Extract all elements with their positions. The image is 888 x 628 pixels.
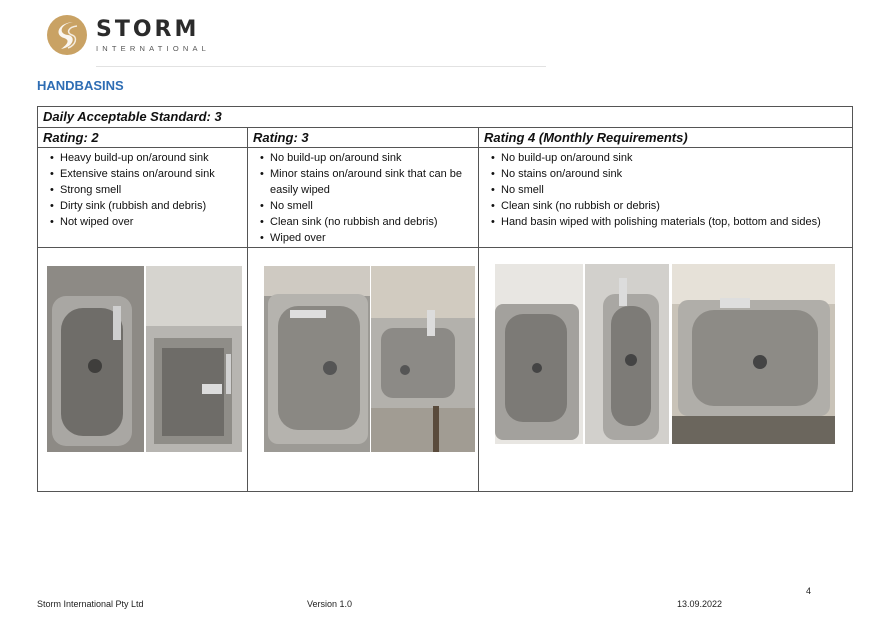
daily-standard-row [38,107,852,128]
footer-company: Storm International Pty Ltd [37,599,144,609]
criteria-item: • Clean sink (no rubbish or debris) [479,198,852,214]
polished-sink-photo-3 [672,264,835,444]
page-number: 4 [806,586,812,596]
header-divider [96,66,546,67]
logo-subtitle: INTERNATIONAL [96,43,211,53]
criteria-item: • Clean sink (no rubbish and debris) [248,214,478,230]
criteria-item: • Not wiped over [38,214,247,230]
criteria-item: • Minor stains on/around sink that can be easily wiped [248,166,478,198]
polished-sink-photo-2 [585,264,669,444]
rating-2-heading: Rating: 2 [38,128,247,148]
criteria-item: • No build-up on/around sink [479,150,852,166]
criteria-item: • No smell [479,182,852,198]
rating-3-photos [248,248,478,492]
criteria-item: • No build-up on/around sink [248,150,478,166]
criteria-item: • No smell [248,198,478,214]
dirty-trough-photo [146,266,242,452]
storm-logo-icon [46,14,88,56]
rating-4-criteria [479,148,852,248]
footer-date: 13.09.2022 [677,599,723,609]
criteria-item: • Heavy build-up on/around sink [38,150,247,166]
criteria-item: • Hand basin wiped with polishing materials (top, bottom and sides) [479,214,852,230]
rating-2-column [38,128,248,491]
sink-photo-right [371,266,475,452]
polished-sink-photo-1 [495,264,583,444]
dirty-sink-photo [47,266,144,452]
daily-standard-label: Daily Acceptable Standard: 3 [43,109,222,124]
standards-table [37,106,853,492]
rating-4-heading: Rating 4 (Monthly Requirements) [479,128,852,148]
criteria-item: • Wiped over [248,230,478,246]
rating-2-photos [38,248,247,492]
rating-3-heading: Rating: 3 [248,128,478,148]
rating-3-criteria [248,148,478,248]
criteria-item: • Dirty sink (rubbish and debris) [38,198,247,214]
criteria-item: • Strong smell [38,182,247,198]
logo-name: STORM [96,16,200,42]
section-title: HANDBASINS [37,78,124,93]
criteria-item: • Extensive stains on/around sink [38,166,247,182]
company-logo [46,14,210,56]
sink-photo-left [264,266,370,452]
rating-2-criteria [38,148,247,248]
footer-version: Version 1.0 [307,599,353,609]
rating-4-column [479,128,852,491]
rating-4-photos [479,248,852,492]
criteria-item: • No stains on/around sink [479,166,852,182]
rating-3-column [248,128,479,491]
